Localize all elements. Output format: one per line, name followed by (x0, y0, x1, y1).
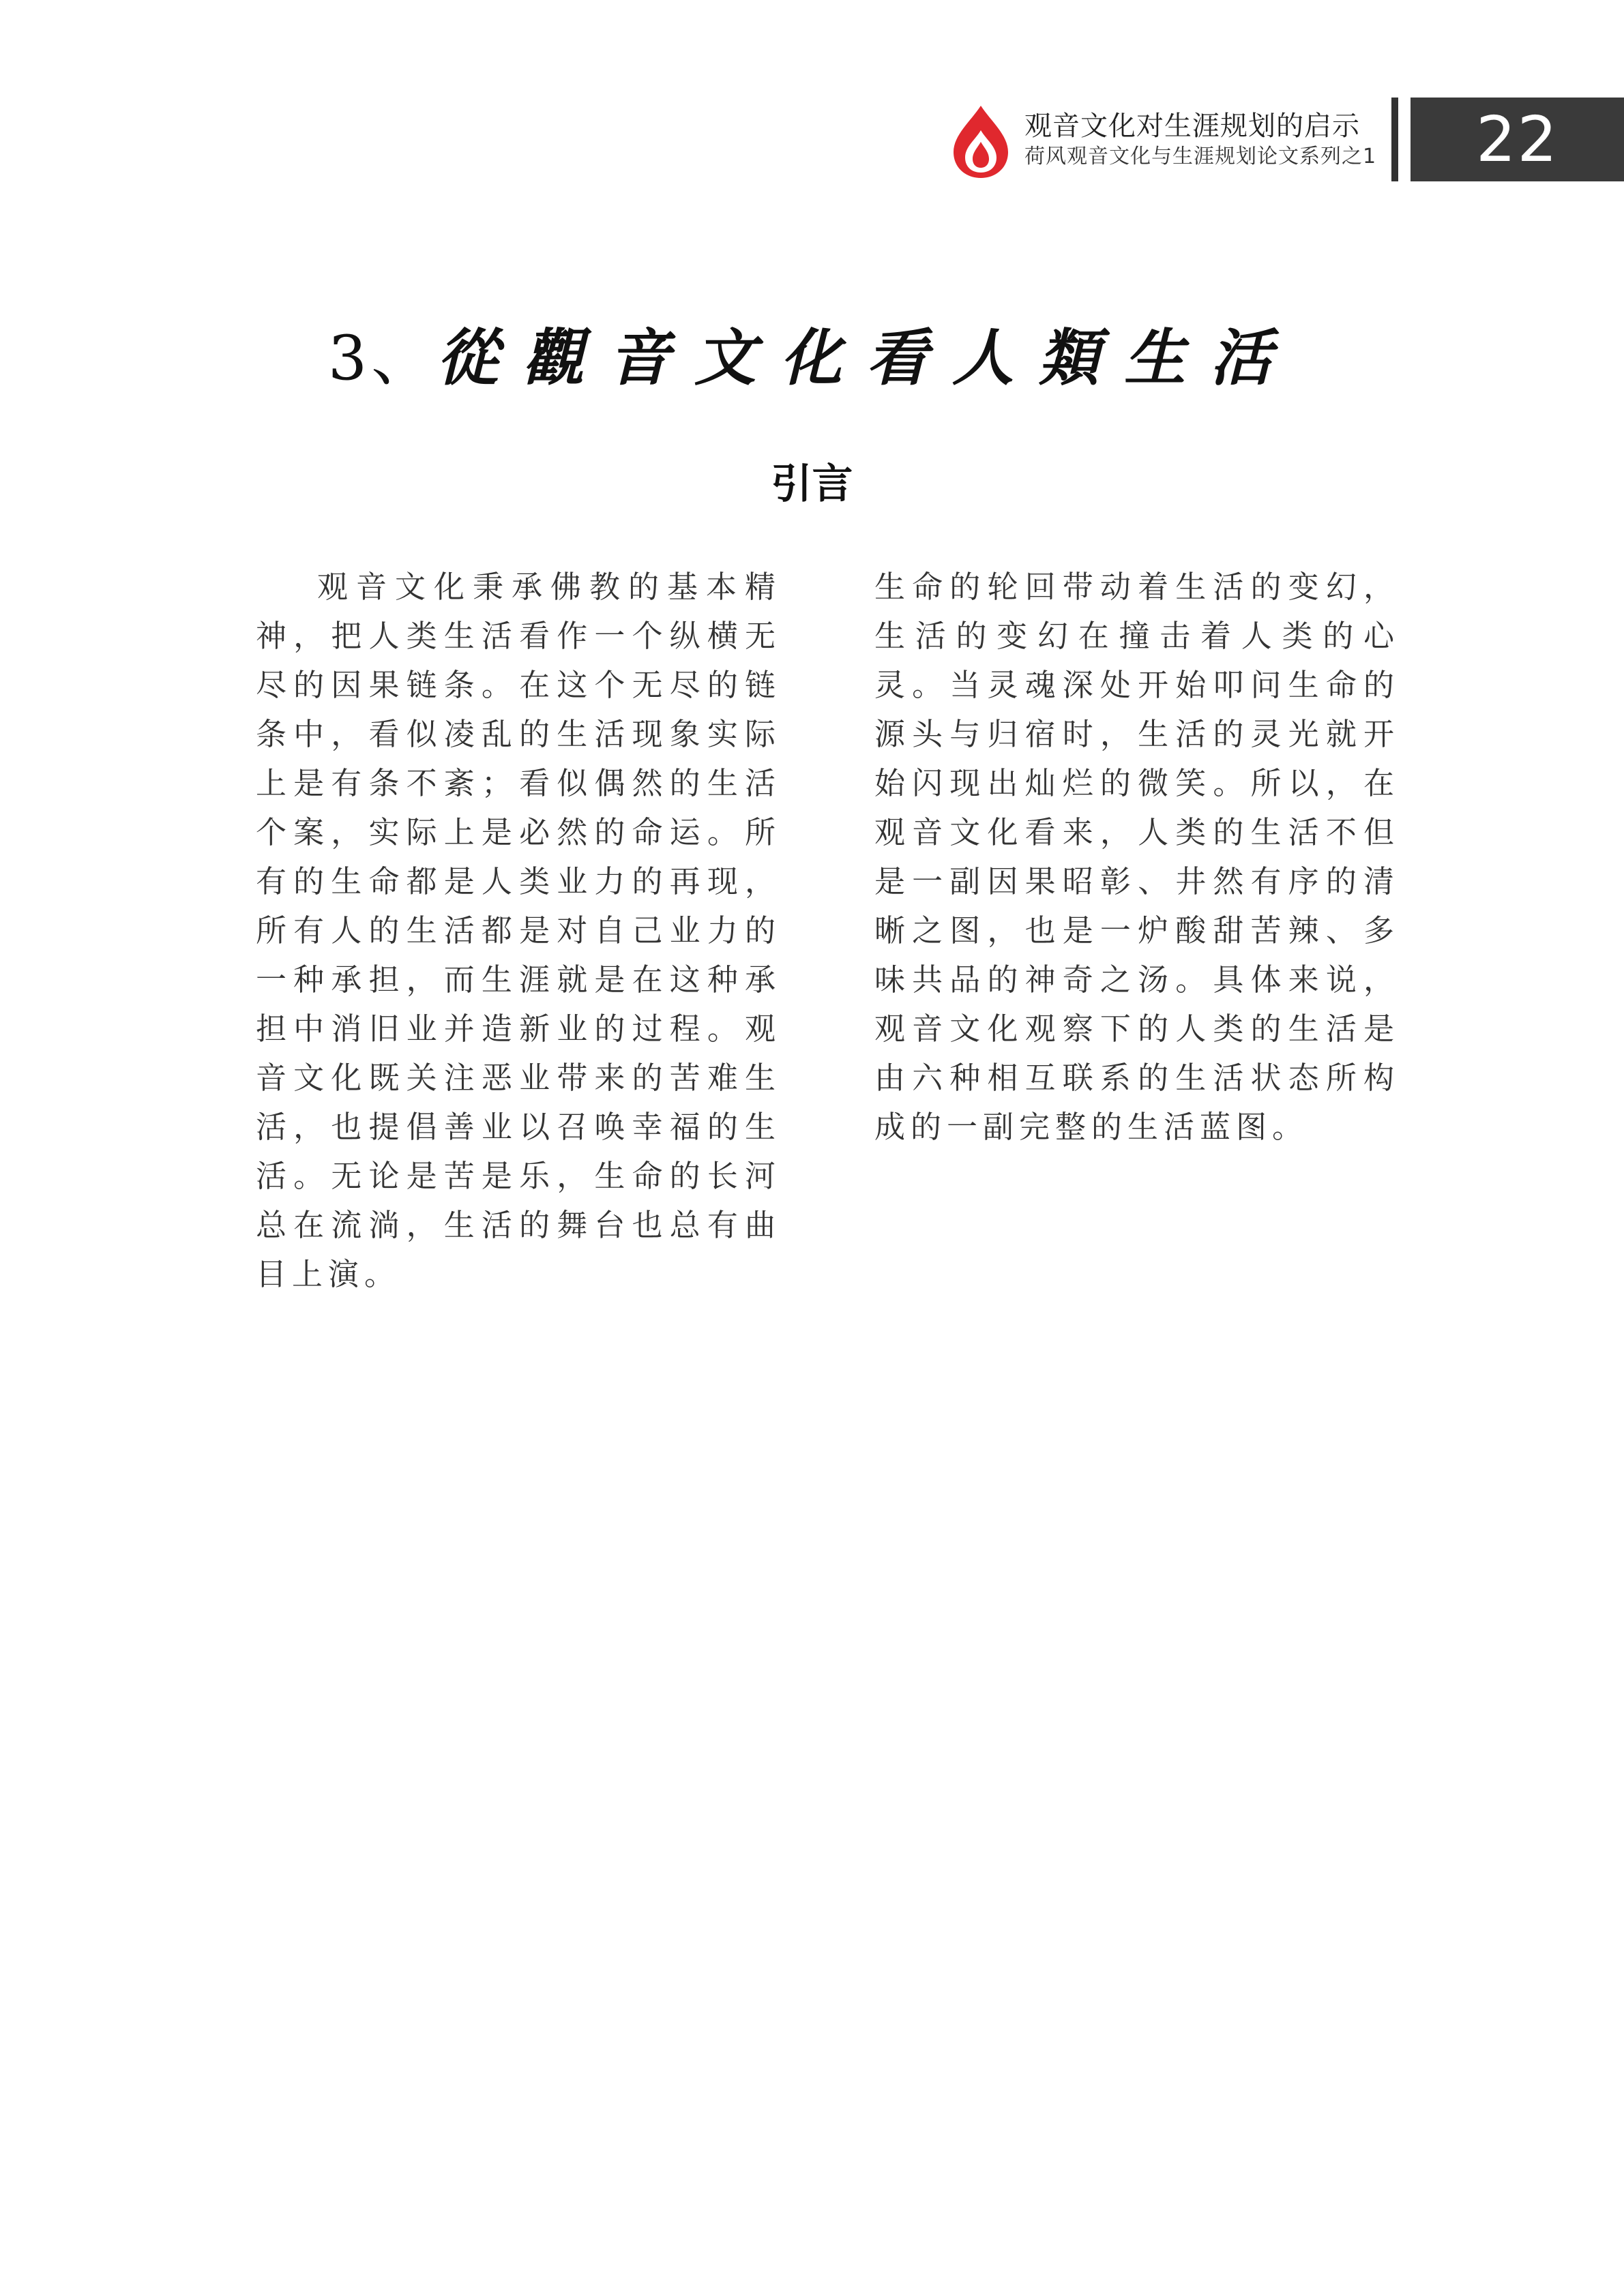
body-column-right: 生命的轮回带动着生活的变幻，生活的变幻在撞击着人类的心灵。当灵魂深处开始叩问生命的源头与归宿时，生活的灵光就开始闪现出灿烂的微笑。所以，在观音文化看来，人类的生活不但是一副因果昭彰、井然有序的清晰之图，也是一炉酸甜苦辣、多味共品的神奇之汤。具体来说，观音文化观察下的人类的生活是由六种相互联系的生活状态所构成的一副完整的生活蓝图。 (874, 569, 1400, 1145)
body-column-left: 观音文化秉承佛教的基本精神，把人类生活看作一个纵横无尽的因果链条。在这个无尽的链条中，看似凌乱的生活现象实际上是有条不紊；看似偶然的生活个案，实际上是必然的命运。所有的生命都是人类业力的再现，所有人的生活都是对自己业力的一种承担，而生涯就是在这种承担中消旧业并造新业的过程。观音文化既关注恶业带来的苦难生活，也提倡善业以召唤幸福的生活。无论是苦是乐，生命的长河总在流淌，生活的舞台也总有曲目上演。 (256, 569, 781, 1292)
page-number: 22 (1411, 98, 1624, 181)
header-titles (1024, 109, 1379, 170)
section-title-text: 從觀音文化看人類生活 (437, 322, 1297, 394)
intro-heading: 引言 (771, 460, 853, 508)
flame-drop-logo-icon (950, 104, 1012, 179)
publication-subtitle: 荷风观音文化与生涯规划论文系列之1 (1024, 145, 1377, 168)
page-header (0, 0, 1624, 198)
section-number: 3、 (327, 323, 437, 394)
publication-title: 观音文化对生涯规划的启示 (1024, 110, 1360, 142)
section-title (0, 320, 1624, 396)
header-divider (1391, 98, 1398, 181)
